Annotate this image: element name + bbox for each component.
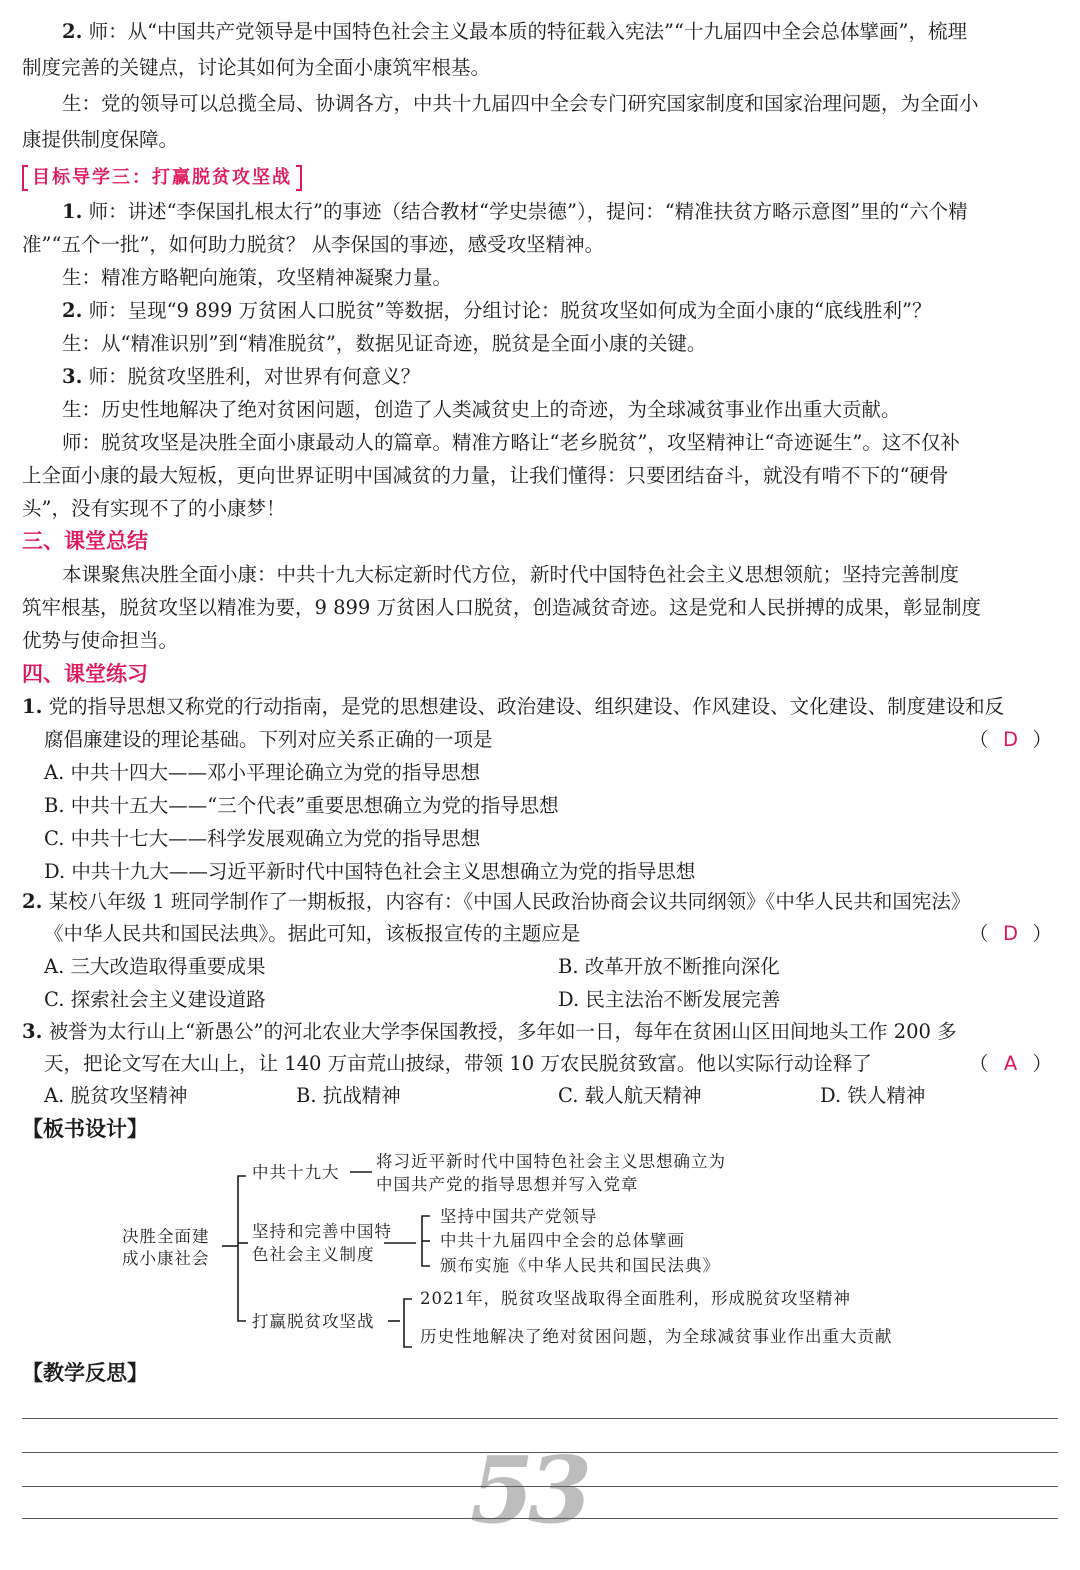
answer-letter: A bbox=[1003, 1052, 1018, 1075]
option: B. 抗战精神 bbox=[296, 1084, 401, 1107]
board-branch-3-item: 历史性地解决了绝对贫困问题，为全球减贫事业作出重大贡献 bbox=[420, 1327, 893, 1346]
text: 某校八年级 1 班同学制作了一期板报，内容有：《中国人民政治协商会议共同纲领》《中华人民共和国宪法》 bbox=[48, 890, 971, 913]
board-branch-3-item: 2021年，脱贫攻坚战取得全面胜利，形成脱贫攻坚精神 bbox=[420, 1289, 851, 1308]
paren: ） bbox=[1032, 728, 1052, 751]
writing-line bbox=[22, 1518, 1058, 1519]
reflection-heading: 【教学反思】 bbox=[22, 1361, 148, 1385]
summary-line: 优势与使命担当。 bbox=[22, 629, 179, 652]
student-line: 生：精准方略靶向施策，攻坚精神凝聚力量。 bbox=[62, 266, 453, 289]
text-line: 制度完善的关键点，讨论其如何为全面小康筑牢根基。 bbox=[22, 56, 491, 79]
question-1 bbox=[22, 692, 1058, 722]
board-root: 决胜全面建 bbox=[122, 1227, 210, 1246]
answer-blank bbox=[969, 725, 1052, 755]
teacher-line bbox=[62, 296, 1058, 326]
option: D. 中共十九大——习近平新时代中国特色社会主义思想确立为党的指导思想 bbox=[44, 860, 696, 883]
paren: ） bbox=[1032, 922, 1052, 945]
answer-letter: D bbox=[1002, 922, 1018, 945]
text: 师：脱贫攻坚胜利，对世界有何意义？ bbox=[88, 365, 421, 388]
option: B. 改革开放不断推向深化 bbox=[558, 955, 780, 978]
board-branch-2-item: 颁布实施《中华人民共和国民法典》 bbox=[440, 1256, 720, 1275]
question-3 bbox=[22, 1017, 1058, 1047]
option: D. 铁人精神 bbox=[820, 1084, 926, 1107]
item-number: 2. bbox=[22, 890, 43, 913]
question-2-line: 《中华人民共和国民法典》。据此可知，该板报宣传的主题应是 bbox=[44, 922, 581, 945]
item-number: 3. bbox=[22, 1020, 43, 1043]
text: 师：讲述“李保国扎根太行”的事迹（结合教材“学史崇德”），提问：“精准扶贫方略示意图”里的“六个精 bbox=[88, 200, 968, 223]
option: C. 载人航天精神 bbox=[558, 1084, 702, 1107]
item-number: 1. bbox=[22, 695, 43, 718]
option: D. 民主法治不断发展完善 bbox=[558, 988, 781, 1011]
text-line: 上全面小康的最大短板，更向世界证明中国减贫的力量，让我们懂得：只要团结奋斗，就没有啃不下的“硬骨 bbox=[22, 464, 949, 487]
student-line: 生：历史性地解决了绝对贫困问题，创造了人类减贫史上的奇迹，为全球减贫事业作出重大贡献。 bbox=[62, 398, 901, 421]
paren: （ bbox=[968, 728, 989, 751]
writing-line bbox=[22, 1486, 1058, 1487]
question-2 bbox=[22, 887, 1058, 917]
board-branch-1-text: 将习近平新时代中国特色社会主义思想确立为 bbox=[376, 1152, 726, 1171]
summary-line: 筑牢根基，脱贫攻坚以精准为要，9 899 万贫困人口脱贫，创造减贫奇迹。这是党和人民拼搏的成果，彰显制度 bbox=[22, 596, 982, 619]
board-heading: 【板书设计】 bbox=[22, 1117, 148, 1141]
board-branch-2: 色社会主义制度 bbox=[252, 1245, 375, 1264]
option: C. 中共十七大——科学发展观确立为党的指导思想 bbox=[44, 827, 481, 850]
option: A. 脱贫攻坚精神 bbox=[44, 1084, 188, 1107]
board-branch-1: 中共十九大 bbox=[252, 1163, 340, 1182]
item-number: 2. bbox=[62, 20, 83, 43]
paren: （ bbox=[968, 922, 989, 945]
text: 师：呈现“9 899 万贫困人口脱贫”等数据，分组讨论：脱贫攻坚如何成为全面小康的“底线胜利”？ bbox=[88, 299, 932, 322]
summary-line: 本课聚焦决胜全面小康：中共十九大标定新时代方位，新时代中国特色社会主义思想领航；坚持完善制度 bbox=[62, 563, 960, 586]
writing-line bbox=[22, 1452, 1058, 1453]
board-branch-2: 坚持和完善中国特 bbox=[252, 1222, 392, 1241]
board-branch-3: 打赢脱贫攻坚战 bbox=[252, 1312, 375, 1331]
item-number: 2. bbox=[62, 299, 83, 322]
paren: （ bbox=[968, 1052, 989, 1075]
page-number: 53 bbox=[470, 1436, 587, 1544]
answer-letter: D bbox=[1002, 728, 1018, 751]
question-1-line: 腐倡廉建设的理论基础。下列对应关系正确的一项是 bbox=[44, 728, 493, 751]
section-heading-practice: 四、课堂练习 bbox=[22, 662, 148, 686]
question-3-line: 天，把论文写在大山上，让 140 万亩荒山披绿，带领 10 万农民脱贫致富。他以实际行动诠释了 bbox=[44, 1052, 872, 1075]
student-line: 生：党的领导可以总揽全局、协调各方，中共十九届四中全会专门研究国家制度和国家治理问题，为全面小 bbox=[62, 92, 979, 115]
text: 党的指导思想又称党的行动指南，是党的思想建设、政治建设、组织建设、作风建设、文化建设、制度建设和反 bbox=[48, 695, 1005, 718]
teacher-line: 师：脱贫攻坚是决胜全面小康最动人的篇章。精准方略让“老乡脱贫”，攻坚精神让“奇迹诞生”。这不仅补 bbox=[62, 431, 960, 454]
student-line: 生：从“精准识别”到“精准脱贫”，数据见证奇迹，脱贫是全面小康的关键。 bbox=[62, 332, 707, 355]
writing-line bbox=[22, 1418, 1058, 1419]
teacher-line bbox=[62, 362, 1058, 392]
option: B. 中共十五大——“三个代表”重要思想确立为党的指导思想 bbox=[44, 794, 559, 817]
item-number: 3. bbox=[62, 365, 83, 388]
option: A. 三大改造取得重要成果 bbox=[44, 955, 266, 978]
item-number: 1. bbox=[62, 200, 83, 223]
paren: ） bbox=[1032, 1052, 1052, 1075]
teacher-line bbox=[62, 17, 1058, 47]
text: 被誉为太行山上“新愚公”的河北农业大学李保国教授，多年如一日，每年在贫困山区田间地头工作 200 多 bbox=[48, 1020, 957, 1043]
text-line: 准”“五个一批”，如何助力脱贫？ 从李保国的事迹，感受攻坚精神。 bbox=[22, 233, 605, 256]
board-branch-2-item: 中共十九届四中全会的总体擘画 bbox=[440, 1231, 685, 1250]
text: 师：从“中国共产党领导是中国特色社会主义最本质的特征载入宪法”“十九届四中全会总体擘画”，梳理 bbox=[88, 20, 967, 43]
board-root: 成小康社会 bbox=[122, 1249, 210, 1268]
text-line: 康提供制度保障。 bbox=[22, 128, 179, 151]
answer-blank bbox=[969, 1049, 1052, 1079]
board-branch-1-text: 中国共产党的指导思想并写入党章 bbox=[376, 1175, 639, 1194]
board-branch-2-item: 坚持中国共产党领导 bbox=[440, 1207, 598, 1226]
text-line: 头”，没有实现不了的小康梦！ bbox=[22, 497, 286, 520]
section-heading-summary: 三、课堂总结 bbox=[22, 529, 148, 553]
answer-blank bbox=[969, 919, 1052, 949]
goal-heading-3: 目标导学三：打赢脱贫攻坚战 bbox=[22, 165, 302, 191]
option: A. 中共十四大——邓小平理论确立为党的指导思想 bbox=[44, 761, 480, 784]
teacher-line bbox=[62, 197, 1058, 227]
option: C. 探索社会主义建设道路 bbox=[44, 988, 266, 1011]
